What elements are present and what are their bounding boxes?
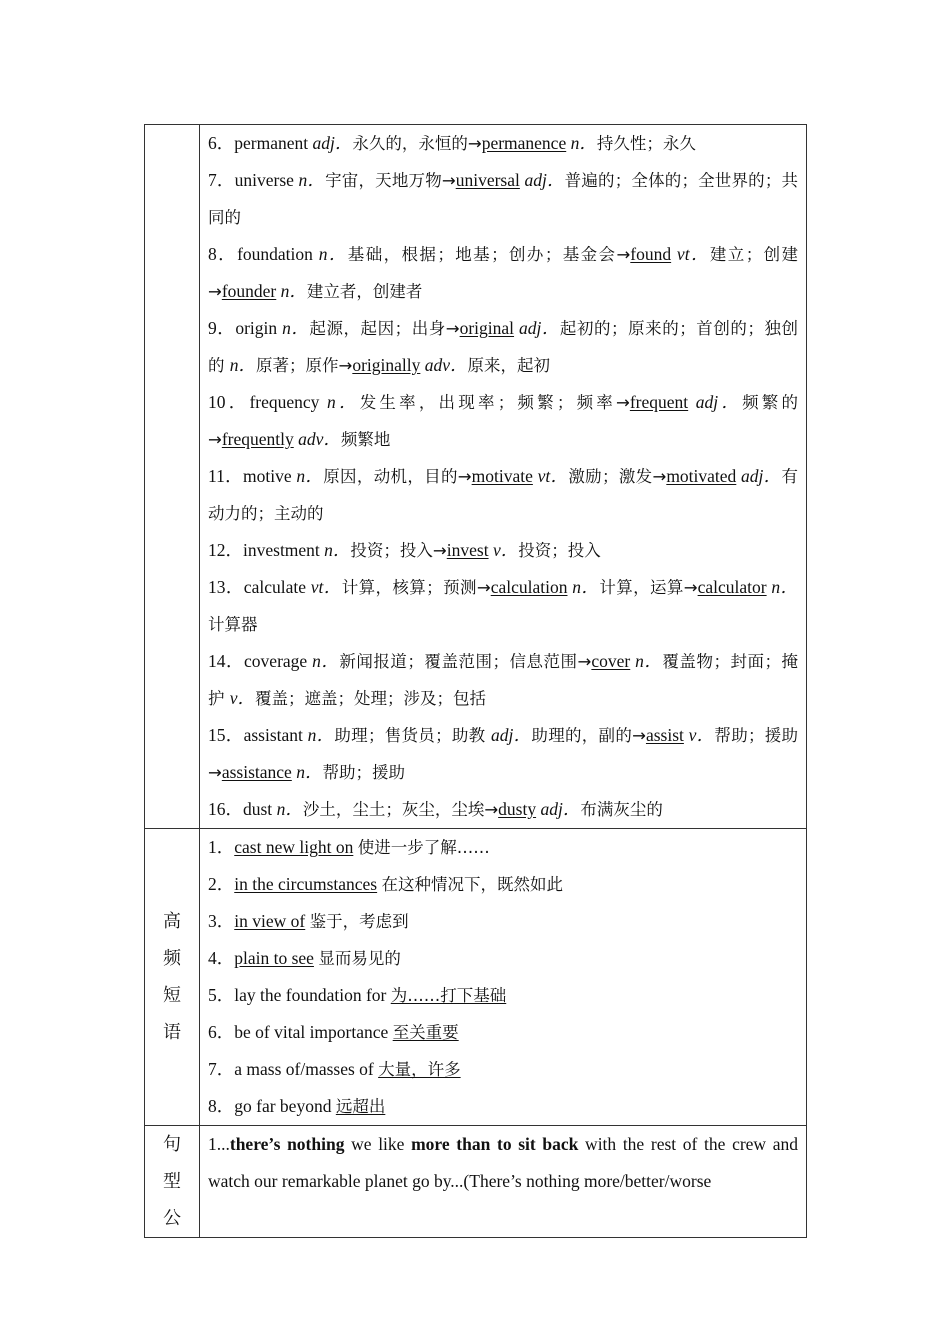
answer-blank: permanence <box>481 133 567 153</box>
answer-blank: cast new light on <box>234 837 354 857</box>
vocab-item-9: 9．origin n．起源，起因；出身→original adj．起初的；原来的；首创的；独创的 n．原著；原作→originally adv．原来，起初 <box>208 318 799 375</box>
answer-blank: found <box>630 244 672 264</box>
answer-blank: assistance <box>221 762 292 782</box>
phrase-item: 4．plain to see 显而易见的 <box>208 948 401 968</box>
vocab-item-15: 15．assistant n．助理；售货员；助教 adj．助理的，副的→assist v．帮助；援助→assistance n．帮助；援助 <box>208 725 799 782</box>
answer-blank: in view of <box>234 911 306 931</box>
answer-blank: motivated <box>666 466 737 486</box>
vocab-item-10: 10．frequency n．发生率，出现率；频繁；频率→frequent adj．频繁的→frequently adv．频繁地 <box>208 392 799 449</box>
answer-blank: dusty <box>498 799 537 819</box>
vocab-item-8: 8．foundation n．基础，根据；地基；创办；基金会→found vt．建立；创建→founder n．建立者，创建者 <box>208 244 799 301</box>
answer-blank: in the circumstances <box>234 874 378 894</box>
phrase-item: 1．cast new light on 使进一步了解…… <box>208 837 490 857</box>
vocab-item-11: 11．motive n．原因，动机，目的→motivate vt．激励；激发→motivated adj．有动力的；主动的 <box>208 466 799 523</box>
answer-blank: founder <box>221 281 277 301</box>
vocab-item-7: 7．universe n．宇宙，天地万物→universal adj．普遍的；全体的；全世界的；共同的 <box>208 170 799 227</box>
answer-blank: original <box>459 318 515 338</box>
answer-blank: 为……打下基础 <box>390 986 507 1005</box>
vocab-item-6: 6．permanent adj．永久的，永恒的→permanence n．持久性；永久 <box>208 133 696 153</box>
phrase-item: 6．be of vital importance 至关重要 <box>208 1022 459 1042</box>
answer-blank: motivate <box>471 466 533 486</box>
phrase-item: 7．a mass of/masses of 大量，许多 <box>208 1059 461 1079</box>
sentence-label: 句 型 公 <box>145 1126 200 1238</box>
answer-blank: calculation <box>490 577 568 597</box>
sentence-item: 1...there’s nothing we like more than to sit back with the rest of the crew and watch our remarkable planet go by...(There’s nothing more/better/worse <box>208 1134 798 1191</box>
answer-blank: universal <box>455 170 520 190</box>
answer-blank: invest <box>446 540 489 560</box>
answer-blank: calculator <box>697 577 767 597</box>
vocab-item-13: 13．calculate vt．计算，核算；预测→calculation n．计算，运算→calculator n．计算器 <box>208 577 799 634</box>
phrase-item: 5．lay the foundation for 为……打下基础 <box>208 985 507 1005</box>
answer-blank: 远超出 <box>335 1097 386 1116</box>
vocab-side-cell <box>145 125 200 829</box>
vocab-item-14: 14．coverage n．新闻报道；覆盖范围；信息范围→cover n．覆盖物；封面；掩护 v．覆盖；遮盖；处理；涉及；包括 <box>208 651 799 708</box>
sentence-pattern <box>200 1126 807 1238</box>
answer-blank: cover <box>591 651 631 671</box>
vocab-item-16: 16．dust n．沙土，尘土；灰尘，尘埃→dusty adj．布满灰尘的 <box>208 799 663 819</box>
vocab-row <box>145 125 807 829</box>
phrase-item: 2．in the circumstances 在这种情况下，既然如此 <box>208 874 563 894</box>
answer-blank: 大量，许多 <box>378 1060 461 1079</box>
phrase-item: 8．go far beyond 远超出 <box>208 1096 386 1116</box>
answer-blank: plain to see <box>234 948 314 968</box>
phrases-label: 高 频 短 语 <box>145 829 200 1126</box>
phrases-list <box>200 829 807 1126</box>
phrases-row <box>145 829 807 1126</box>
answer-blank: 至关重要 <box>392 1023 459 1042</box>
vocab-table <box>144 124 807 1238</box>
vocab-item-12: 12．investment n．投资；投入→invest v．投资；投入 <box>208 540 601 560</box>
answer-blank: frequently <box>221 429 294 449</box>
answer-blank: assist <box>645 725 684 745</box>
vocab-list <box>200 125 807 829</box>
answer-blank: frequent <box>629 392 689 412</box>
answer-blank: originally <box>352 355 421 375</box>
sentence-row <box>145 1126 807 1238</box>
phrase-item: 3．in view of 鉴于，考虑到 <box>208 911 409 931</box>
